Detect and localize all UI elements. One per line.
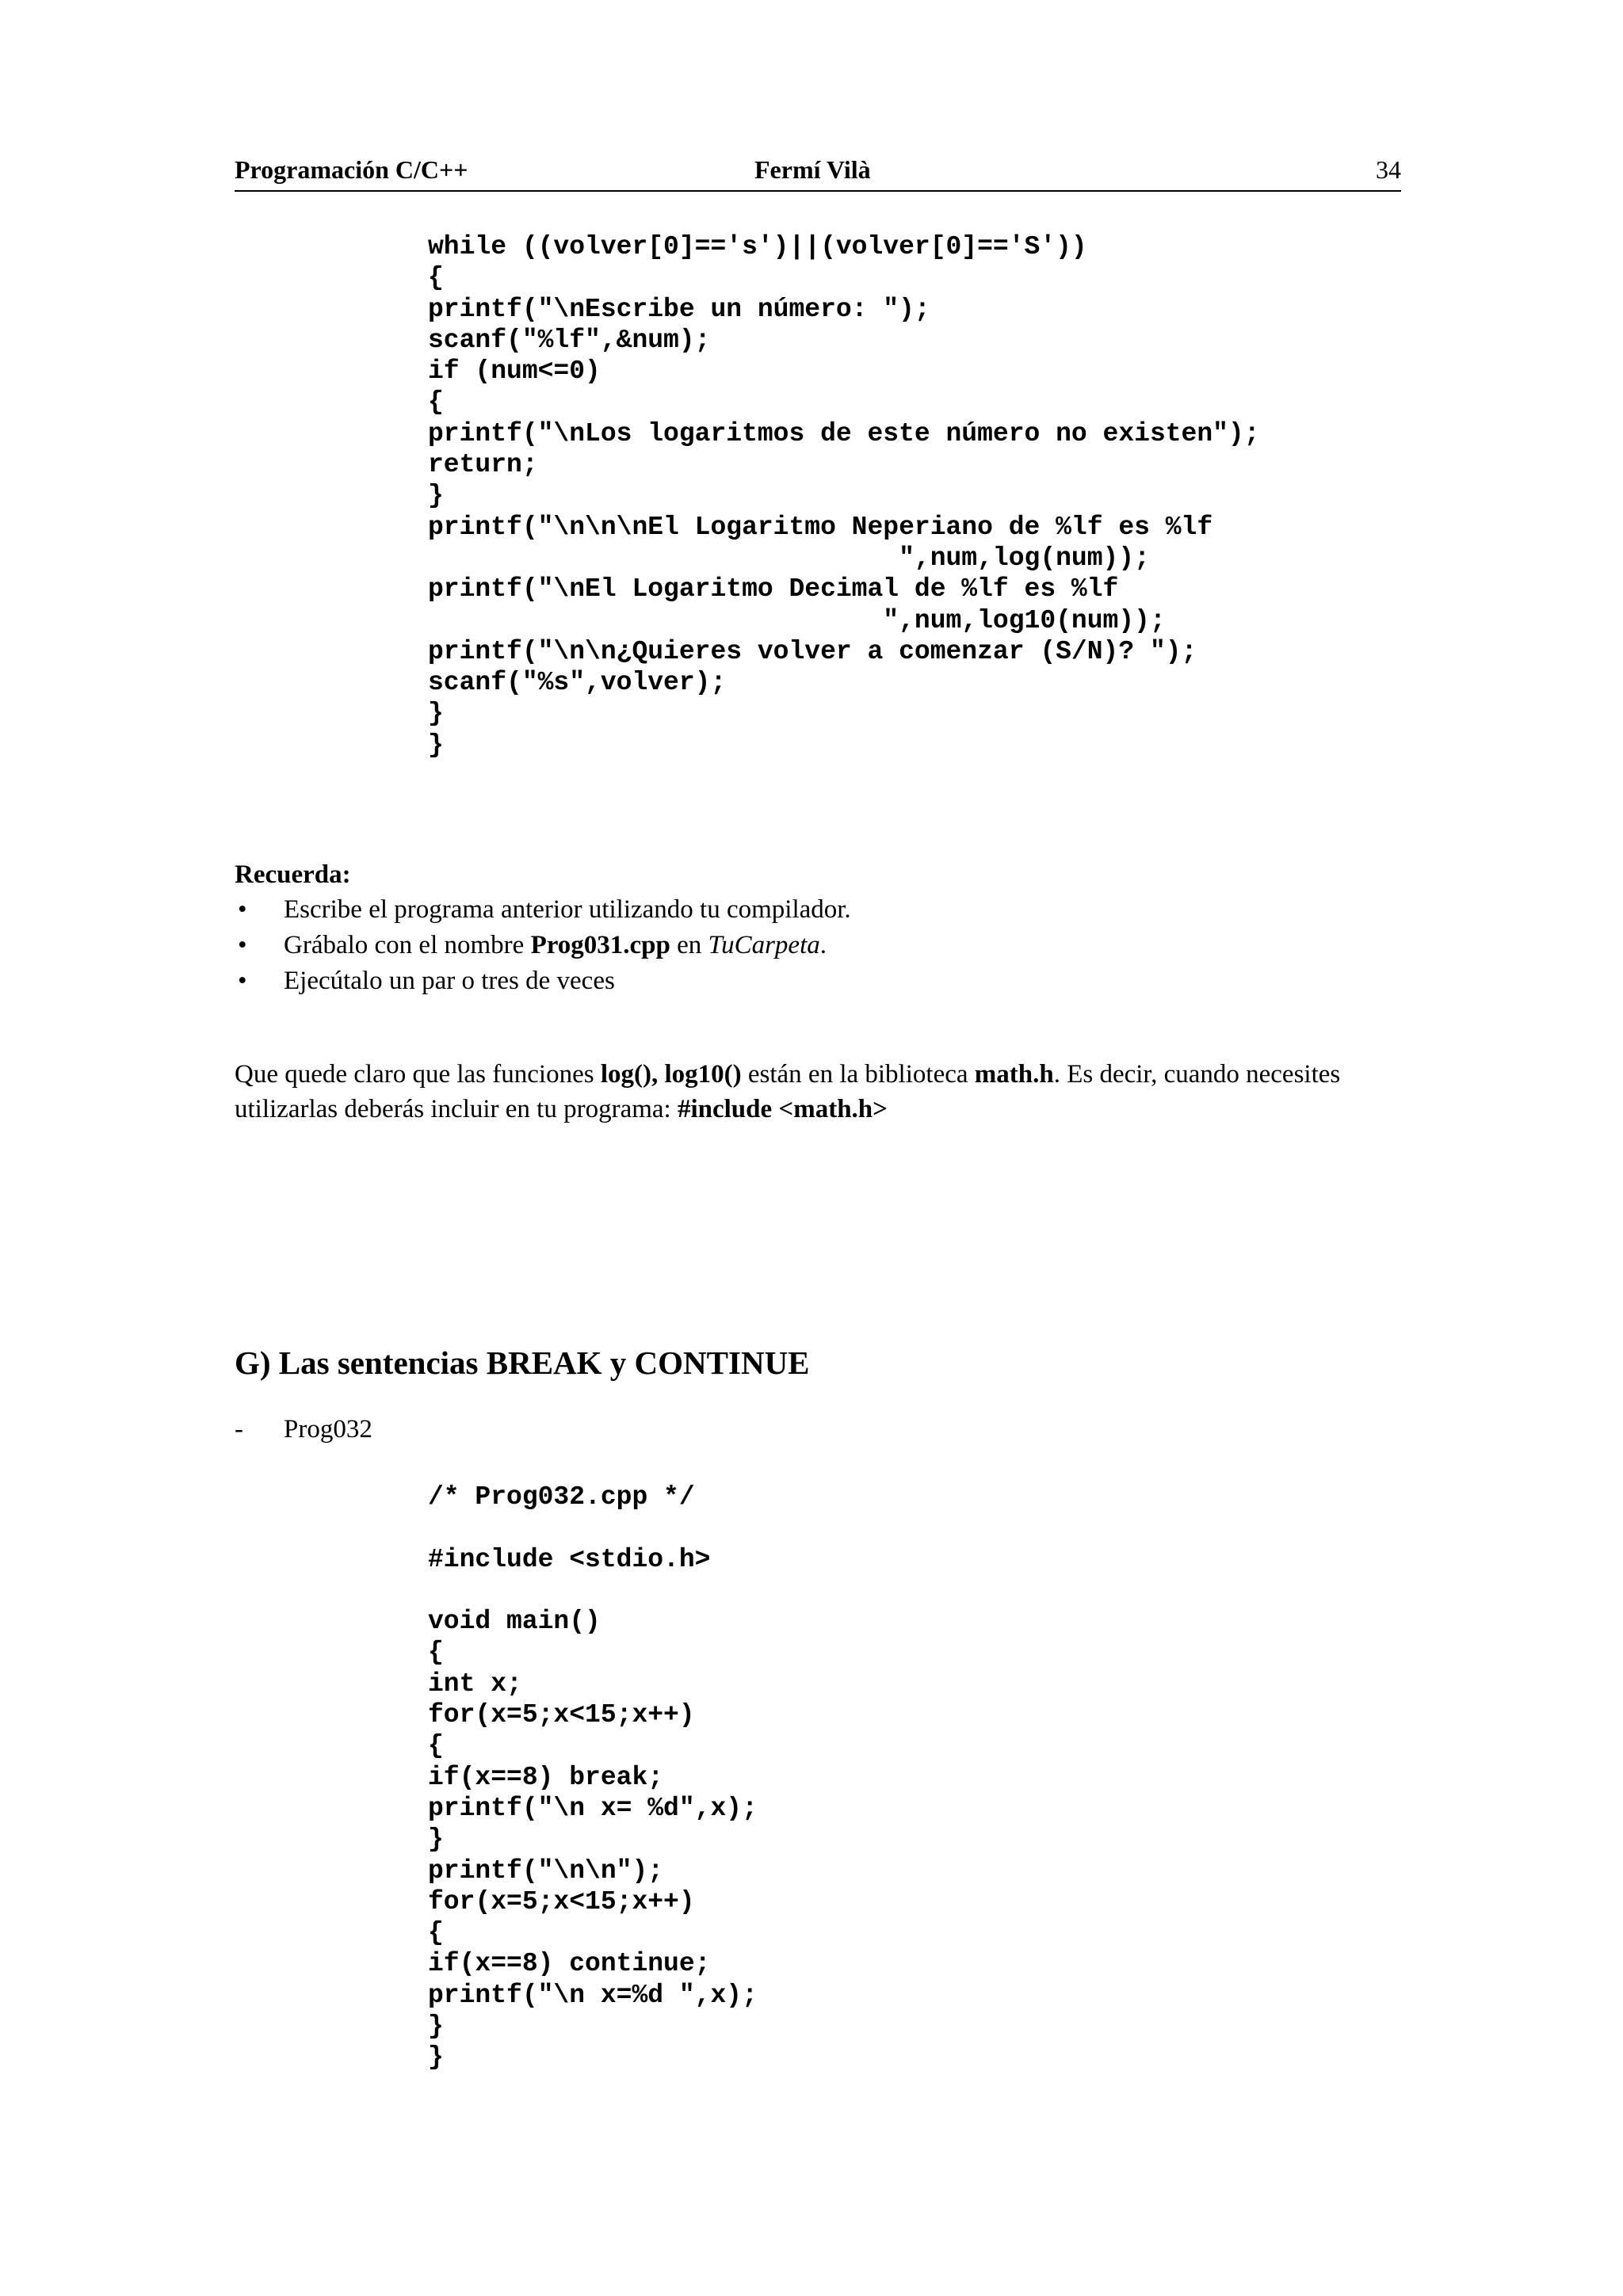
code-line: scanf("%s",volver);	[428, 668, 727, 698]
code-block-prog032	[428, 1482, 758, 2073]
function-names: log(), log10()	[600, 1060, 742, 1089]
code-line: scanf("%lf",&num);	[428, 325, 711, 355]
recuerda-heading: Recuerda:	[235, 860, 351, 889]
code-line: printf("\nEl Logaritmo Decimal de %lf es %lf	[428, 574, 1119, 605]
code-line	[428, 1512, 758, 1543]
list-item-text: Escribe el programa anterior utilizando tu compilador.	[284, 895, 851, 924]
code-line: printf("\n x=%d ",x);	[428, 1980, 758, 2010]
math-library-paragraph	[235, 1057, 1407, 1127]
code-line: ",num,log(num));	[428, 543, 1150, 573]
header-author: Fermí Vilà	[754, 155, 871, 184]
code-block-prog031-end	[428, 231, 1260, 761]
code-line: printf("\n\n¿Quieres volver a comenzar (S/N)? ");	[428, 636, 1197, 666]
code-line: printf("\n\n\nEl Logaritmo Neperiano de %lf es %lf	[428, 512, 1213, 542]
code-line: if (num<=0)	[428, 357, 601, 387]
list-item-text: .	[819, 931, 827, 959]
code-line: int x;	[428, 1669, 522, 1699]
page-number: 34	[1376, 155, 1401, 184]
page-header	[235, 155, 1401, 192]
code-line: void main()	[428, 1607, 601, 1637]
paragraph-text: están en la biblioteca	[741, 1060, 975, 1089]
folder-name: TuCarpeta	[708, 931, 820, 959]
code-line: }	[428, 2012, 444, 2042]
list-item-text: Grábalo con el nombre	[284, 931, 531, 959]
code-line: return;	[428, 450, 538, 480]
code-line: /* Prog032.cpp */	[428, 1482, 695, 1512]
header-book-title: Programación C/C++	[235, 155, 468, 184]
code-line: ",num,log10(num));	[428, 605, 1166, 635]
section-heading: G) Las sentencias BREAK y CONTINUE	[235, 1344, 810, 1381]
code-line: }	[428, 481, 444, 511]
code-line: {	[428, 1731, 444, 1761]
list-item	[235, 963, 851, 999]
code-line: printf("\n x= %d",x);	[428, 1793, 758, 1823]
recuerda-list	[235, 892, 851, 999]
code-line	[428, 1575, 758, 1606]
list-item-text: Ejecútalo un par o tres de veces	[284, 967, 615, 995]
library-name: math.h	[974, 1060, 1054, 1089]
dash-marker: -	[235, 1415, 243, 1444]
paragraph-text: . Es decir, cuando necesites utilizarlas deberás incluir en tu programa:	[235, 1060, 1341, 1123]
list-item	[235, 892, 851, 928]
code-line: }	[428, 2042, 444, 2073]
code-line: }	[428, 699, 444, 729]
code-line: {	[428, 1638, 444, 1668]
filename: Prog031.cpp	[530, 931, 670, 959]
list-item-text: en	[670, 931, 708, 959]
code-line: for(x=5;x<15;x++)	[428, 1886, 695, 1917]
bullet-icon: •	[238, 931, 247, 959]
list-item	[235, 928, 851, 963]
code-line: for(x=5;x<15;x++)	[428, 1700, 695, 1730]
code-line: }	[428, 1825, 444, 1855]
code-line: if(x==8) continue;	[428, 1949, 711, 1979]
code-line: while ((volver[0]=='s')||(volver[0]=='S'))	[428, 232, 1087, 261]
program-name: Prog032	[284, 1415, 372, 1444]
code-line: {	[428, 387, 444, 418]
code-line: {	[428, 263, 444, 293]
code-line: if(x==8) break;	[428, 1762, 664, 1792]
include-directive: #include <math.h>	[677, 1095, 888, 1123]
code-line: printf("\nEscribe un número: ");	[428, 294, 930, 324]
bullet-icon: •	[238, 895, 247, 924]
paragraph-text: Que quede claro que las funciones	[235, 1060, 601, 1089]
code-line: }	[428, 730, 444, 760]
code-line: #include <stdio.h>	[428, 1544, 711, 1574]
code-line: printf("\n\n");	[428, 1855, 664, 1886]
code-line: {	[428, 1918, 444, 1948]
code-line: printf("\nLos logaritmos de este número no existen");	[428, 418, 1260, 448]
bullet-icon: •	[238, 967, 247, 995]
